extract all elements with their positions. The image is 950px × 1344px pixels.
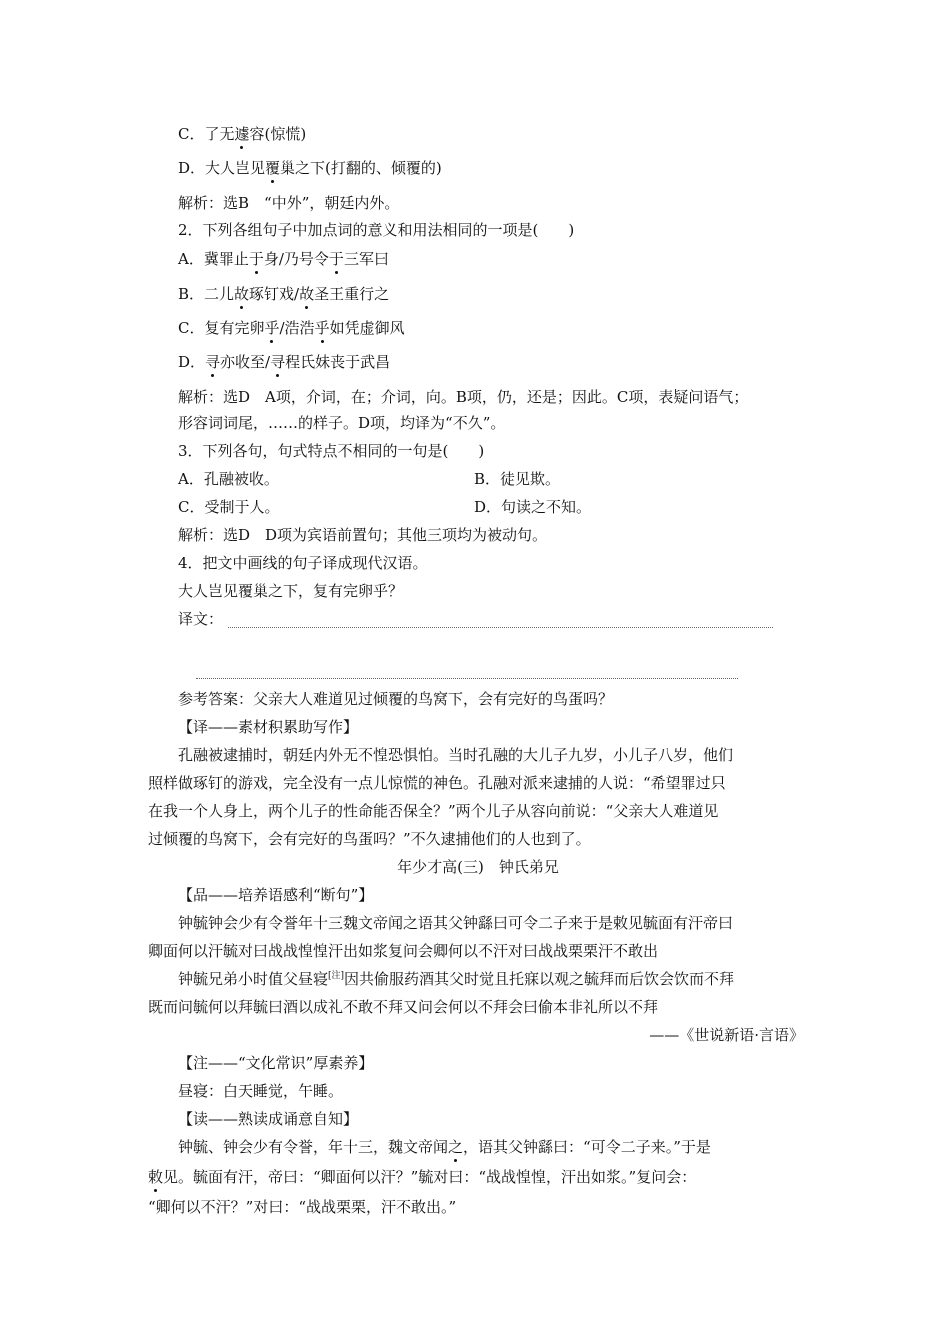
q2-stem: 2．下列各组句子中加点词的意义和用法相同的一项是( ) <box>178 221 575 239</box>
note-text: 昼寝：白天睡觉，午睡。 <box>148 1082 344 1100</box>
section-title: 年少才高(三) 钟氏弟兄 <box>397 858 559 876</box>
answer-blank-line <box>196 678 738 679</box>
note-heading: 【注——“文化常识”厚素养】 <box>178 1054 374 1072</box>
unpunctuated-text-line: 钟毓兄弟小时值父昼寝[注]因共偷服药酒其父时觉且托寐以观之毓拜而后饮会饮而不拜 <box>148 970 735 988</box>
q4-translation-label: 译文： <box>178 610 224 628</box>
unpunctuated-text-line: 卿面何以汗毓对曰战战惶惶汗出如浆复问会卿何以不汗对曰战战栗栗汗不敢出 <box>148 942 659 960</box>
read-text-line: 敕见。毓面有汗，帝曰：“卿面何以汗？”毓对曰：“战战惶惶，汗出如浆。”复问会： <box>148 1168 697 1186</box>
q1-analysis: 解析：选B “中外”，朝廷内外。 <box>178 194 400 212</box>
footnote-marker: [注] <box>328 971 345 981</box>
punctuate-heading: 【品——培养语感利“断句”】 <box>178 886 374 904</box>
unpunctuated-text-line: 钟毓钟会少有令誉年十三魏文帝闻之语其父钟繇曰可令二子来于是敕见毓面有汗帝曰 <box>148 914 734 932</box>
translate-line: 过倾覆的鸟窝下，会有完好的鸟蛋吗？”不久逮捕他们的人也到了。 <box>148 830 591 848</box>
q2-analysis-line-2: 形容词词尾，……的样子。D项，均译为“不久”。 <box>178 414 506 432</box>
q3-option-d: D．句读之不知。 <box>474 498 592 516</box>
read-heading: 【读——熟读成诵意自知】 <box>178 1110 359 1128</box>
emphasis-dot-char: 覆 <box>265 159 281 177</box>
q2-option-c: C．复有完卵乎/浩浩乎如凭虚御风 <box>178 319 405 337</box>
emphasis-dot-char: 于 <box>328 250 344 268</box>
answer-blank-line <box>228 627 773 628</box>
q3-stem: 3．下列各句，句式特点不相同的一句是( ) <box>178 442 485 460</box>
q4-reference-answer: 参考答案：父亲大人难道见过倾覆的鸟窝下，会有完好的鸟蛋吗？ <box>178 690 614 708</box>
translate-line: 在我一个人身上，两个儿子的性命能否保全？”两个儿子从容向前说：“父亲大人难道见 <box>148 802 719 820</box>
q2-analysis-line-1: 解析：选D A项，介词，在；介词，向。B项，仍，还是；因此。C项，表疑问语气； <box>178 388 749 406</box>
read-text-line: 钟毓、钟会少有令誉，年十三，魏文帝闻之，语其父钟繇曰：“可令二子来。”于是 <box>148 1138 711 1156</box>
q4-sentence: 大人岂见覆巢之下，复有完卵乎？ <box>178 582 404 600</box>
q4-stem: 4．把文中画线的句子译成现代汉语。 <box>178 554 428 572</box>
q2-option-d: D．寻亦收至/寻程氏妹丧于武昌 <box>178 353 391 371</box>
q2-option-b: B．二儿故琢钉戏/故圣王重行之 <box>178 285 390 303</box>
emphasis-dot-char: 于 <box>248 250 264 268</box>
q3-option-b: B．徒见欺。 <box>474 470 561 488</box>
q3-option-a: A．孔融被收。 <box>178 470 279 488</box>
read-text-line: “卿何以不汗？”对曰：“战战栗栗，汗不敢出。” <box>148 1198 457 1216</box>
q3-analysis: 解析：选D D项为宾语前置句；其他三项均为被动句。 <box>178 526 548 544</box>
emphasis-dot-char: 寻 <box>205 353 221 371</box>
emphasis-dot-char: 乎 <box>314 319 330 337</box>
emphasis-dot-char: 故 <box>234 285 250 303</box>
translate-line: 照样做琢钉的游戏，完全没有一点儿惊慌的神色。孔融对派来逮捕的人说：“希望罪过只 <box>148 774 726 792</box>
translate-heading: 【译——素材积累助写作】 <box>178 718 359 736</box>
q2-option-a: A．冀罪止于身/乃号令于三军曰 <box>178 250 389 268</box>
q1-option-c: C．了无遽容(惊慌) <box>178 125 307 143</box>
emphasis-dot-char: 故 <box>299 285 315 303</box>
q3-option-c: C．受制于人。 <box>178 498 280 516</box>
translate-line: 孔融被逮捕时，朝廷内外无不惶恐惧怕。当时孔融的大儿子九岁，小儿子八岁，他们 <box>148 746 734 764</box>
unpunctuated-text-line: 既而问毓何以拜毓曰酒以成礼不敢不拜又问会何以不拜会曰偷本非礼所以不拜 <box>148 998 659 1016</box>
emphasis-dot-char: 遽 <box>234 125 250 143</box>
emphasis-dot-char: 之 <box>448 1138 464 1156</box>
q1-option-d: D．大人岂见覆巢之下(打翻的、倾覆的) <box>178 159 442 177</box>
emphasis-dot-char: 乎 <box>264 319 280 337</box>
emphasis-dot-char: 寻 <box>270 353 286 371</box>
emphasis-dot-char: 敕 <box>148 1168 164 1186</box>
source-citation: ——《世说新语·言语》 <box>649 1026 804 1044</box>
